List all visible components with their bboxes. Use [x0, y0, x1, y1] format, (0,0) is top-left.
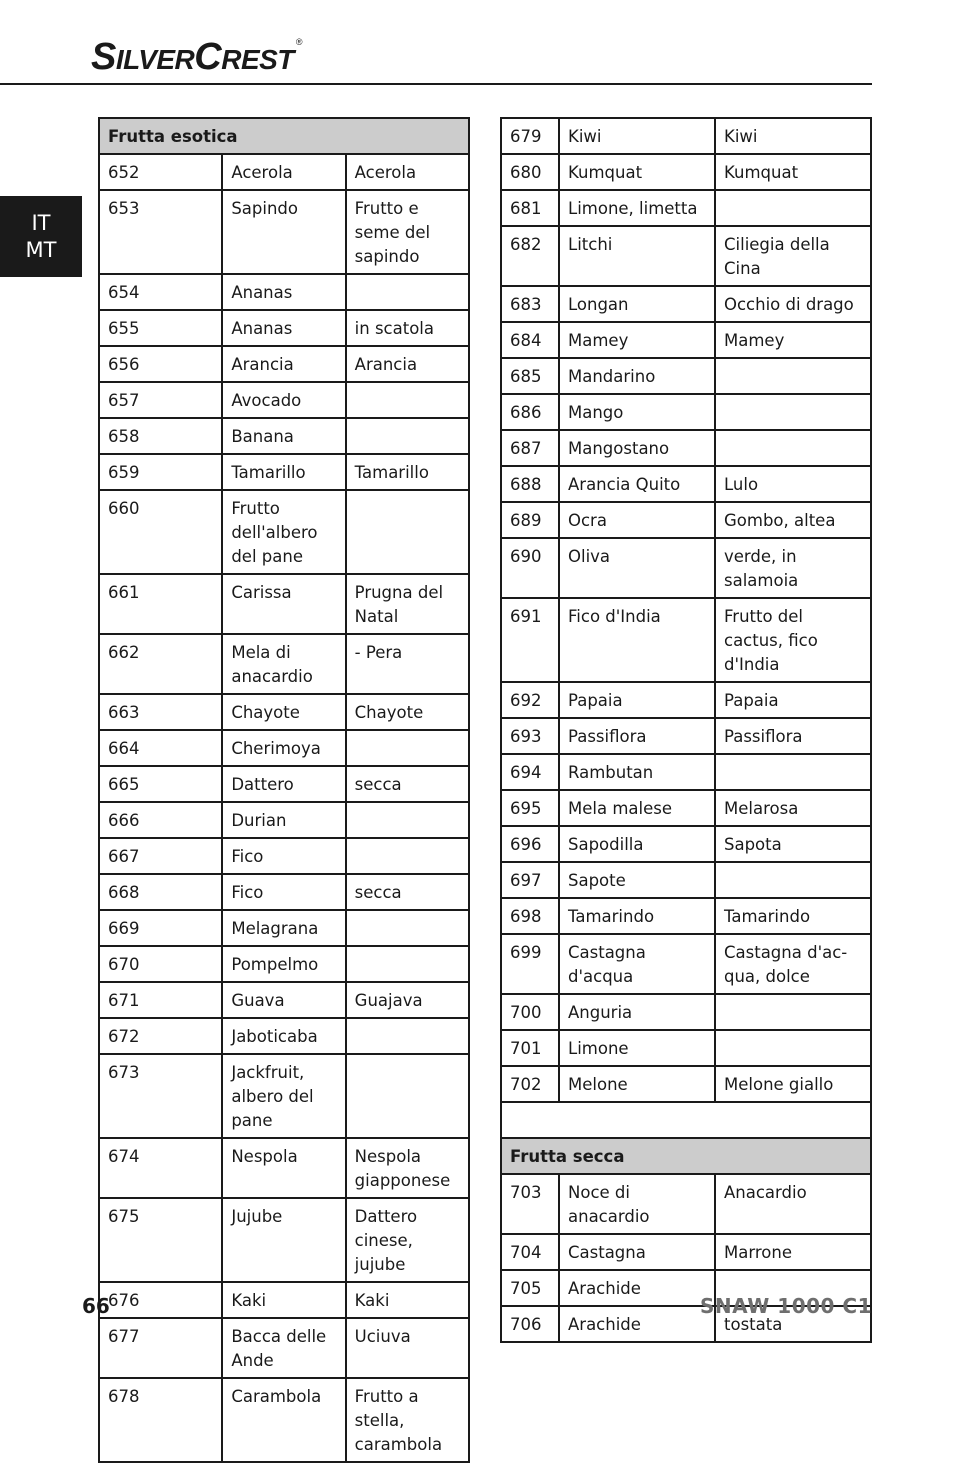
- left-column: [98, 117, 470, 1463]
- entry-number: 657: [99, 382, 222, 418]
- table-row: [99, 154, 469, 190]
- table-row: [99, 694, 469, 730]
- food-detail: Kiwi: [715, 118, 871, 154]
- table-row: [99, 946, 469, 982]
- table-row: [99, 1378, 469, 1462]
- table-row: [99, 730, 469, 766]
- food-name: Limone, limetta: [559, 190, 715, 226]
- entry-number: 687: [501, 430, 559, 466]
- food-name: Castagna d'acqua: [559, 934, 715, 994]
- food-detail: Mamey: [715, 322, 871, 358]
- entry-number: 688: [501, 466, 559, 502]
- table-row: [501, 154, 871, 190]
- table-row: [501, 754, 871, 790]
- food-name: Melone: [559, 1066, 715, 1102]
- table-row: [501, 1174, 871, 1234]
- entry-number: 666: [99, 802, 222, 838]
- entry-number: 701: [501, 1030, 559, 1066]
- table-row: [501, 118, 871, 154]
- food-detail: [715, 430, 871, 466]
- left-table-body: [99, 118, 469, 1462]
- food-detail: Ciliegia della Cina: [715, 226, 871, 286]
- table-row: [99, 574, 469, 634]
- food-detail: [715, 754, 871, 790]
- table-row: [501, 934, 871, 994]
- food-name: Chayote: [222, 694, 345, 730]
- entry-number: 681: [501, 190, 559, 226]
- food-detail: Sapota: [715, 826, 871, 862]
- food-name: Bacca delle Ande: [222, 1318, 345, 1378]
- food-name: Fico d'India: [559, 598, 715, 682]
- entry-number: 697: [501, 862, 559, 898]
- food-detail: [346, 946, 469, 982]
- entry-number: 653: [99, 190, 222, 274]
- model-number: SNAW 1000 C1: [700, 1294, 872, 1318]
- entry-number: 704: [501, 1234, 559, 1270]
- entry-number: 669: [99, 910, 222, 946]
- table-row: [501, 862, 871, 898]
- food-name: Jujube: [222, 1198, 345, 1282]
- food-detail: - Pera: [346, 634, 469, 694]
- table-row: [99, 190, 469, 274]
- food-name: Mela di anacardio: [222, 634, 345, 694]
- entry-number: 679: [501, 118, 559, 154]
- entry-number: 700: [501, 994, 559, 1030]
- food-name: Fico: [222, 838, 345, 874]
- entry-number: 656: [99, 346, 222, 382]
- food-detail: Castagna d'ac-qua, dolce: [715, 934, 871, 994]
- table-row: [99, 634, 469, 694]
- food-name: Arachide: [559, 1306, 715, 1342]
- entry-number: 655: [99, 310, 222, 346]
- entry-number: 668: [99, 874, 222, 910]
- blank-cell: [501, 1102, 871, 1138]
- table-row: [99, 802, 469, 838]
- entry-number: 663: [99, 694, 222, 730]
- entry-number: 676: [99, 1282, 222, 1318]
- table-row: [99, 874, 469, 910]
- food-detail: tostata: [715, 1306, 871, 1342]
- food-name: Arachide: [559, 1270, 715, 1306]
- food-detail: Occhio di drago: [715, 286, 871, 322]
- food-detail: [346, 730, 469, 766]
- food-name: Mango: [559, 394, 715, 430]
- entry-number: 670: [99, 946, 222, 982]
- entry-number: 705: [501, 1270, 559, 1306]
- entry-number: 654: [99, 274, 222, 310]
- food-detail: [715, 358, 871, 394]
- entry-number: 694: [501, 754, 559, 790]
- logo-letter-c: C: [194, 36, 222, 78]
- table-row: [501, 1066, 871, 1102]
- table-row: [501, 682, 871, 718]
- food-name: Frutto dell'albero del pane: [222, 490, 345, 574]
- table-row: [501, 898, 871, 934]
- table-row: [501, 322, 871, 358]
- food-name: Noce di anacardio: [559, 1174, 715, 1234]
- food-name: Pompelmo: [222, 946, 345, 982]
- food-name: Fico: [222, 874, 345, 910]
- food-name: Guava: [222, 982, 345, 1018]
- table-row: [501, 502, 871, 538]
- table-row: [501, 1030, 871, 1066]
- language-tab: [0, 196, 82, 277]
- entry-number: 665: [99, 766, 222, 802]
- entry-number: 696: [501, 826, 559, 862]
- food-detail: Lulo: [715, 466, 871, 502]
- table-row: [99, 1138, 469, 1198]
- food-name: Castagna: [559, 1234, 715, 1270]
- food-name: Kiwi: [559, 118, 715, 154]
- food-detail: Papaia: [715, 682, 871, 718]
- entry-number: 680: [501, 154, 559, 190]
- food-name: Oliva: [559, 538, 715, 598]
- table-row: [99, 1054, 469, 1138]
- food-detail: Passiflora: [715, 718, 871, 754]
- food-name: Ananas: [222, 274, 345, 310]
- entry-number: 689: [501, 502, 559, 538]
- food-name: Kaki: [222, 1282, 345, 1318]
- food-name: Banana: [222, 418, 345, 454]
- food-name: Acerola: [222, 154, 345, 190]
- food-name: Jackfruit, albero del pane: [222, 1054, 345, 1138]
- entry-number: 673: [99, 1054, 222, 1138]
- table-row: [501, 358, 871, 394]
- logo-letters-ilver: ILVER: [115, 44, 195, 75]
- food-name: Arancia: [222, 346, 345, 382]
- food-name: Dattero: [222, 766, 345, 802]
- food-name: Longan: [559, 286, 715, 322]
- entry-number: 661: [99, 574, 222, 634]
- blank-row: [501, 1102, 871, 1138]
- food-detail: secca: [346, 874, 469, 910]
- food-name: Kumquat: [559, 154, 715, 190]
- table-row: [99, 382, 469, 418]
- food-detail: [346, 274, 469, 310]
- food-name: Rambutan: [559, 754, 715, 790]
- food-name: Arancia Quito: [559, 466, 715, 502]
- food-detail: [346, 1018, 469, 1054]
- food-detail: [346, 910, 469, 946]
- food-detail: [346, 802, 469, 838]
- food-detail: Prugna del Natal: [346, 574, 469, 634]
- food-name: Avocado: [222, 382, 345, 418]
- food-detail: Anacardio: [715, 1174, 871, 1234]
- food-name: Mela malese: [559, 790, 715, 826]
- entry-number: 683: [501, 286, 559, 322]
- food-detail: Tamarillo: [346, 454, 469, 490]
- food-detail: [715, 994, 871, 1030]
- table-row: [501, 994, 871, 1030]
- table-row: [99, 1018, 469, 1054]
- food-detail: [346, 382, 469, 418]
- food-name: Papaia: [559, 682, 715, 718]
- food-name: Limone: [559, 1030, 715, 1066]
- entry-number: 693: [501, 718, 559, 754]
- brand-logo: [91, 38, 302, 76]
- food-name: Mangostano: [559, 430, 715, 466]
- food-name: Anguria: [559, 994, 715, 1030]
- entry-number: 672: [99, 1018, 222, 1054]
- food-detail: Frutto e seme del sapindo: [346, 190, 469, 274]
- food-detail: Nespola giapponese: [346, 1138, 469, 1198]
- food-detail: secca: [346, 766, 469, 802]
- food-detail: [346, 838, 469, 874]
- entry-number: 684: [501, 322, 559, 358]
- entry-number: 664: [99, 730, 222, 766]
- table-row: [501, 190, 871, 226]
- food-name: Ocra: [559, 502, 715, 538]
- food-detail: Frutto a stella, carambola: [346, 1378, 469, 1462]
- table-row: [99, 1318, 469, 1378]
- entry-number: 659: [99, 454, 222, 490]
- table-row: [501, 430, 871, 466]
- food-detail: Acerola: [346, 154, 469, 190]
- entry-number: 652: [99, 154, 222, 190]
- food-name: Passiflora: [559, 718, 715, 754]
- food-name: Mandarino: [559, 358, 715, 394]
- food-detail: Gombo, altea: [715, 502, 871, 538]
- food-name: Cherimoya: [222, 730, 345, 766]
- food-detail: Kumquat: [715, 154, 871, 190]
- registered-mark: ®: [295, 37, 303, 47]
- food-name: Sapindo: [222, 190, 345, 274]
- food-detail: Frutto del cactus, fico d'India: [715, 598, 871, 682]
- entry-number: 660: [99, 490, 222, 574]
- header-rule: [0, 83, 872, 85]
- entry-number: 695: [501, 790, 559, 826]
- entry-number: 698: [501, 898, 559, 934]
- table-heading-row: [99, 118, 469, 154]
- logo-letters-rest: REST: [221, 44, 294, 75]
- table-row: [99, 766, 469, 802]
- food-detail: Marrone: [715, 1234, 871, 1270]
- food-detail: [346, 418, 469, 454]
- entry-number: 703: [501, 1174, 559, 1234]
- entry-number: 667: [99, 838, 222, 874]
- table-row: [501, 718, 871, 754]
- food-detail: Arancia: [346, 346, 469, 382]
- table-row: [99, 982, 469, 1018]
- food-name: Jaboticaba: [222, 1018, 345, 1054]
- food-detail: Tamarindo: [715, 898, 871, 934]
- table-row: [99, 454, 469, 490]
- entry-number: 677: [99, 1318, 222, 1378]
- entry-number: 690: [501, 538, 559, 598]
- food-detail: [715, 190, 871, 226]
- food-detail: [715, 862, 871, 898]
- table-row: [501, 598, 871, 682]
- entry-number: 662: [99, 634, 222, 694]
- exotic-fruit-table: [98, 117, 470, 1463]
- page-number: 66: [82, 1294, 110, 1318]
- entry-number: 699: [501, 934, 559, 994]
- food-detail: Guajava: [346, 982, 469, 1018]
- table-row: [501, 538, 871, 598]
- food-name: Ananas: [222, 310, 345, 346]
- food-name: Sapodilla: [559, 826, 715, 862]
- entry-number: 691: [501, 598, 559, 682]
- food-name: Mamey: [559, 322, 715, 358]
- table-row: [501, 466, 871, 502]
- entry-number: 706: [501, 1306, 559, 1342]
- food-name: Tamarillo: [222, 454, 345, 490]
- food-name: Nespola: [222, 1138, 345, 1198]
- entry-number: 678: [99, 1378, 222, 1462]
- table-row: [99, 346, 469, 382]
- entry-number: 686: [501, 394, 559, 430]
- food-name: Litchi: [559, 226, 715, 286]
- table-row: [99, 910, 469, 946]
- food-detail: Melarosa: [715, 790, 871, 826]
- food-detail: Kaki: [346, 1282, 469, 1318]
- food-detail: [715, 1030, 871, 1066]
- entry-number: 671: [99, 982, 222, 1018]
- table-row: [501, 790, 871, 826]
- right-table-body: [501, 118, 871, 1342]
- food-name: Tamarindo: [559, 898, 715, 934]
- food-name: Durian: [222, 802, 345, 838]
- table-row: [99, 1282, 469, 1318]
- table-row: [99, 838, 469, 874]
- table-heading: Frutta secca: [501, 1138, 871, 1174]
- food-detail: Uciuva: [346, 1318, 469, 1378]
- table-row: [99, 490, 469, 574]
- table-row: [99, 274, 469, 310]
- food-detail: verde, in salamoia: [715, 538, 871, 598]
- food-detail: [346, 490, 469, 574]
- food-detail: Melone giallo: [715, 1066, 871, 1102]
- fruit-table-continued: [500, 117, 872, 1343]
- language-code-it: IT: [31, 210, 51, 235]
- table-row: [501, 286, 871, 322]
- table-heading: Frutta esotica: [99, 118, 469, 154]
- language-code-mt: MT: [25, 237, 57, 262]
- food-detail: Chayote: [346, 694, 469, 730]
- table-row: [99, 310, 469, 346]
- right-column: [500, 117, 872, 1343]
- table-row: [501, 826, 871, 862]
- entry-number: 692: [501, 682, 559, 718]
- table-row: [501, 1234, 871, 1270]
- food-name: Melagrana: [222, 910, 345, 946]
- table-row: [501, 394, 871, 430]
- food-detail: in scatola: [346, 310, 469, 346]
- table-row: [99, 1198, 469, 1282]
- table-row: [501, 226, 871, 286]
- logo-letter-s: S: [91, 36, 116, 78]
- entry-number: 702: [501, 1066, 559, 1102]
- food-detail: Dattero cinese, jujube: [346, 1198, 469, 1282]
- entry-number: 658: [99, 418, 222, 454]
- table-row: [99, 418, 469, 454]
- food-detail: [346, 1054, 469, 1138]
- entry-number: 675: [99, 1198, 222, 1282]
- food-name: Carissa: [222, 574, 345, 634]
- entry-number: 674: [99, 1138, 222, 1198]
- entry-number: 685: [501, 358, 559, 394]
- table-heading-row: [501, 1138, 871, 1174]
- food-detail: [715, 394, 871, 430]
- entry-number: 682: [501, 226, 559, 286]
- food-name: Carambola: [222, 1378, 345, 1462]
- food-name: Sapote: [559, 862, 715, 898]
